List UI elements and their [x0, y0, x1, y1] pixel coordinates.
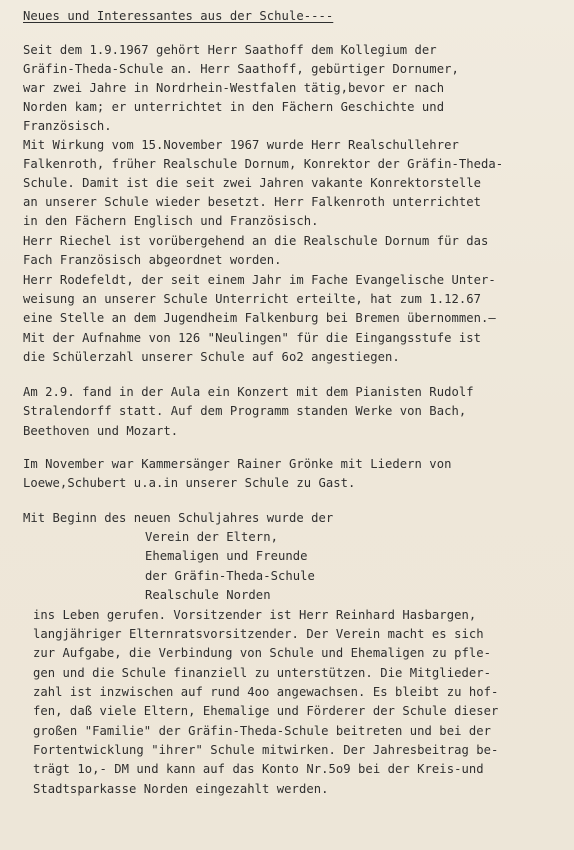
text-line: Mit Wirkung vom 15.November 1967 wurde Herr Realschullehrer	[23, 138, 459, 152]
heading: Neues und Interessantes aus der Schule----	[23, 9, 334, 23]
text-line: zahl ist inzwischen auf rund 4oo angewachsen. Es bleibt zu hof-	[33, 685, 499, 699]
text-line: Seit dem 1.9.1967 gehört Herr Saathoff dem Kollegium der	[23, 43, 437, 57]
association-name-line: der Gräfin-Theda-Schule	[145, 569, 315, 583]
text-line: Gräfin-Theda-Schule an. Herr Saathoff, gebürtiger Dornumer,	[23, 62, 459, 76]
text-line: Französisch.	[23, 119, 112, 133]
text-line: Stralendorff statt. Auf dem Programm standen Werke von Bach,	[23, 404, 467, 418]
text-line: Herr Rodefeldt, der seit einem Jahr im Fache Evangelische Unter-	[23, 273, 496, 287]
text-line: Schule. Damit ist die seit zwei Jahren vakante Konrektorstelle	[23, 176, 482, 190]
text-line: Fortentwicklung "ihrer" Schule mitwirken. Der Jahresbeitrag be-	[33, 743, 499, 757]
text-line: großen "Familie" der Gräfin-Theda-Schule beitreten und bei der	[33, 724, 492, 738]
text-line: Loewe,Schubert u.a.in unserer Schule zu Gast.	[23, 476, 356, 490]
association-name-line: Realschule Norden	[145, 588, 271, 602]
text-line: Mit Beginn des neuen Schuljahres wurde der	[23, 511, 334, 525]
text-line: Beethoven und Mozart.	[23, 424, 179, 438]
text-line: Am 2.9. fand in der Aula ein Konzert mit dem Pianisten Rudolf	[23, 385, 474, 399]
text-line: Im November war Kammersänger Rainer Grönke mit Liedern von	[23, 457, 452, 471]
text-line: in den Fächern Englisch und Französisch.	[23, 214, 319, 228]
text-line: gen und die Schule finanziell zu unterstützen. Die Mitglieder-	[33, 666, 492, 680]
text-line: langjähriger Elternratsvorsitzender. Der Verein macht es sich	[33, 627, 484, 641]
text-line: trägt 1o,- DM und kann auf das Konto Nr.5o9 bei der Kreis-und	[33, 762, 484, 776]
text-line: Stadtsparkasse Norden eingezahlt werden.	[33, 782, 329, 796]
text-line: war zwei Jahre in Nordrhein-Westfalen tätig,bevor er nach	[23, 81, 445, 95]
text-line: fen, daß viele Eltern, Ehemalige und Förderer der Schule dieser	[33, 704, 499, 718]
association-name-line: Verein der Eltern,	[145, 530, 278, 544]
text-line: an unserer Schule wieder besetzt. Herr Falkenroth unterrichtet	[23, 195, 482, 209]
text-line: die Schülerzahl unserer Schule auf 6o2 angestiegen.	[23, 350, 400, 364]
text-line: eine Stelle an dem Jugendheim Falkenburg bei Bremen übernommen.—	[23, 311, 496, 325]
text-line: Falkenroth, früher Realschule Dornum, Konrektor der Gräfin-Theda-	[23, 157, 504, 171]
text-line: Herr Riechel ist vorübergehend an die Realschule Dornum für das	[23, 234, 489, 248]
association-name-line: Ehemaligen und Freunde	[145, 549, 308, 563]
text-line: ins Leben gerufen. Vorsitzender ist Herr Reinhard Hasbargen,	[33, 608, 477, 622]
text-line: zur Aufgabe, die Verbindung von Schule und Ehemaligen zu pfle-	[33, 646, 492, 660]
text-line: Fach Französisch abgeordnet worden.	[23, 253, 282, 267]
text-line: weisung an unserer Schule Unterricht erteilte, hat zum 1.12.67	[23, 292, 482, 306]
text-line: Norden kam; er unterrichtet in den Fächern Geschichte und	[23, 100, 445, 114]
text-line: Mit der Aufnahme von 126 "Neulingen" für die Eingangsstufe ist	[23, 331, 482, 345]
